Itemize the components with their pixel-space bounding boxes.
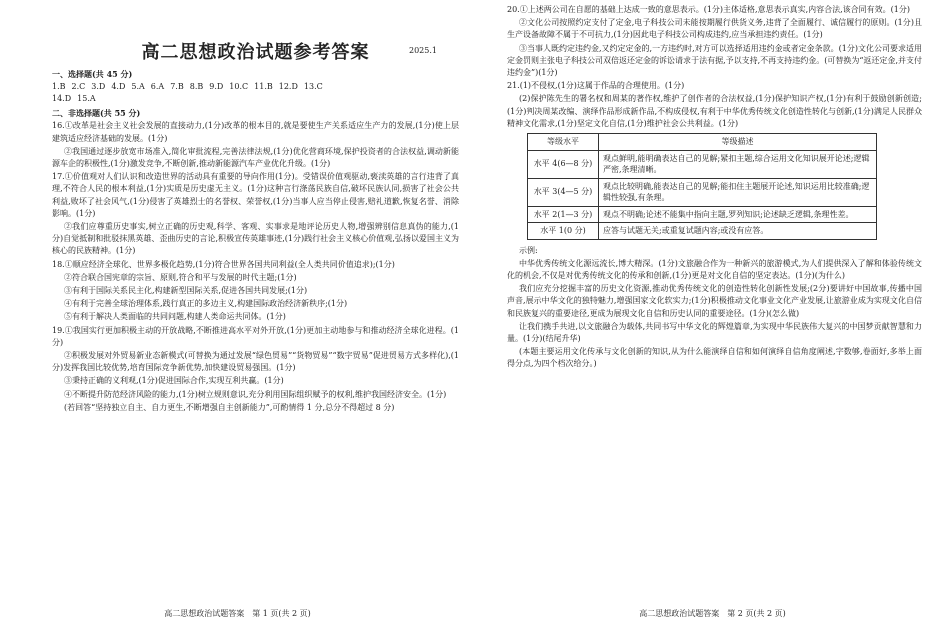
grade-level: 水平 2(1—3 分) xyxy=(528,206,599,223)
answer-paragraph: ②文化公司按照约定支付了定金,电子科技公司未能按期履行供货义务,违背了全面履行、诚信履行的原则。(1分)且生产设备故障不属于不可抗力,(1分)因此电子科技公司构成违约,应当承担违约责任。(1分) xyxy=(507,18,922,40)
section-heading-choice: 一、选择题(共 45 分) xyxy=(52,69,133,79)
grade-level: 水平 4(6—8 分) xyxy=(528,150,599,178)
grade-description: 观点鲜明,能明确表达自己的见解;紧扣主题,综合运用文化知识展开论述;逻辑严密,条理清晰。 xyxy=(599,150,877,178)
choice-answer: 4.D xyxy=(111,82,126,91)
table-row xyxy=(528,223,877,240)
answer-paragraph: 21.(1)不侵权,(1分)这属于作品的合理使用。(1分) xyxy=(507,81,685,91)
table-row xyxy=(528,206,877,223)
table-header-desc: 等级描述 xyxy=(599,134,877,151)
table-header-level: 等级水平 xyxy=(528,134,599,151)
answer-paragraph: ②我们应尊重历史事实,树立正确的历史观,科学、客观、实事求是地评论历史人物,增强辨别信息真伪的能力,(1分)自觉抵制和批驳抹黑英雄、歪曲历史的言论,积极宣传英雄事迹,(1分)践行社会主义核心价值观,弘扬以爱国主义为核心的民族精神。(1分) xyxy=(52,222,459,256)
answer-paragraph: 16.①改革是社会主义社会发展的直接动力,(1分)改革的根本目的,就是要使生产关系适应生产力的发展,(1分)使上层建筑适应经济基础的发展。(1分) xyxy=(52,121,459,143)
choice-answer: 6.A xyxy=(150,82,165,91)
grade-description: 观点比较明确,能表达自己的见解;能扣住主题展开论述,知识运用比较准确;逻辑性较强,有条理。 xyxy=(599,178,877,206)
grade-level: 水平 1(0 分) xyxy=(528,223,599,240)
answer-paragraph: 19.①我国实行更加积极主动的开放战略,不断推进高水平对外开放,(1分)更加主动地参与和推动经济全球化进程。(1分) xyxy=(52,325,459,347)
grade-description: 观点不明确;论述不能集中指向主题,罗列知识;论述缺乏逻辑,条理性差。 xyxy=(599,206,877,223)
choice-answer: 13.C xyxy=(303,82,323,91)
choice-answer: 7.B xyxy=(170,82,184,91)
answer-paragraph: 17.①价值观对人们认识和改造世界的活动具有重要的导向作用(1分)。受错误价值观驱动,亵渎英雄的言行违背了真理,不符合人民的根本利益,(1分)实质是历史虚无主义。(1分)这种言行涤荡民族自信,破坏民族认同,损害了社会公共利益,败坏了社会风气,(1分)侵害了英雄烈士的名誉权、荣誉权,(1分)当事人应当停止侵害,赔礼道歉,恢复名誉、消除影响。(1分) xyxy=(52,172,459,218)
table-row xyxy=(528,150,877,178)
choice-answer: 8.B xyxy=(189,82,204,91)
choice-answer: 12.D xyxy=(278,82,298,91)
answer-paragraph: ③秉持正确的义利观,(1分)促进国际合作,实现互利共赢。(1分) xyxy=(64,376,284,386)
answer-paragraph: (若回答“坚持独立自主、自力更生,不断增强自主创新能力”,可酌情得 1 分,总分不得超过 8 分) xyxy=(64,402,395,412)
answer-paragraph: (2)保护陈先生的署名权和周某的著作权,维护了创作者的合法权益,(1分)保护知识产权,(1分)有利于鼓励创新创造;(1分)判决周某改编、演绎作品形成新作品,不构成侵权,有利于中华优秀传统文化创造性转化与创新,(1分)满足人民群众精神文化需求,(1分)坚定文化自信,(1分)维护社会公共利益。(1分) xyxy=(507,94,922,128)
section-heading-open: 二、非选择题(共 55 分) xyxy=(52,108,141,119)
choice-answer: 15.A xyxy=(77,94,96,104)
choice-answer: 9.D xyxy=(209,82,224,91)
page-footer-2: 高二思想政治试题答案 第 2 页(共 2 页) xyxy=(639,609,786,618)
answer-paragraph: (本题主要运用文化传承与文化创新的知识,从为什么能演绎自信和如何演绎自信角度阐述,字数够,卷面好,多举上面得分点,为四个档次给分。) xyxy=(507,347,922,369)
choice-answer: 1.B xyxy=(52,82,66,91)
example-essay xyxy=(507,245,922,371)
answer-paragraph: ④有利于完善全球治理体系,践行真正的多边主义,构建国际政治经济新秩序;(1分) xyxy=(64,299,348,309)
choice-answer: 5.A xyxy=(131,82,145,91)
answer-paragraph: ⑤有利于解决人类面临的共同问题,构建人类命运共同体。(1分) xyxy=(64,312,286,322)
table-header-row xyxy=(528,134,877,151)
exam-date: 2025.1 xyxy=(409,46,437,55)
answer-paragraph: ④不断提升防范经济风险的能力,(1分)树立规则意识,充分利用国际组织赋予的权利,维护我国经济安全。(1分) xyxy=(64,389,447,399)
answer-paragraph: 示例: xyxy=(519,245,538,255)
page-footer-1: 高二思想政治试题答案 第 1 页(共 2 页) xyxy=(164,609,311,618)
answer-paragraph: ②符合联合国宪章的宗旨、原则,符合和平与发展的时代主题;(1分) xyxy=(64,272,297,282)
answer-paragraph: ②积极发展对外贸易新业态新模式(可替换为通过发展“绿色贸易”“货物贸易”“数字贸易”促进贸易方式多样化),(1分)发挥我国比较优势,培育国际竞争新优势,加快建设贸易强国。(1分) xyxy=(52,351,459,373)
choice-answer-list xyxy=(52,81,459,105)
answer-page-2 xyxy=(475,0,950,631)
choice-answer: 11.B xyxy=(254,82,273,91)
table-row xyxy=(528,178,877,206)
grade-description: 应答与试题无关;或重复试题内容;或没有应答。 xyxy=(599,223,877,240)
grading-rubric-table xyxy=(527,133,877,240)
choice-answer: 3.D xyxy=(91,82,106,91)
answer-paragraph: 18.①顺应经济全球化、世界多极化趋势,(1分)符合世界各国共同利益(全人类共同价值追求);(1分) xyxy=(52,259,395,269)
page-header xyxy=(52,34,459,66)
answer-paragraph: ③当事人既约定违约金,又约定定金的,一方违约时,对方可以选择适用违约金或者定金条款。(1分)文化公司要求适用定金罚则主张电子科技公司双倍返还定金的诉讼请求于法有据,予以支持,不再支持违约金。(可替换为“返还定金,并支付违约金”)(1分) xyxy=(507,43,922,78)
answer-paragraph: 我们应充分挖掘丰富的历史文化资源,推动优秀传统文化的创造性转化创新性发展;(2分)要讲好中国故事,传播中国声音,展示中华文化的独特魅力,增强国家文化软实力;(1分)积极推动文化事业文化产业发展,让旅游业成为实现文化自信和民族复兴的重要途径,更成为展现文化自信和历史认同的重要途径。(1分)(怎么做) xyxy=(507,284,922,318)
answer-paragraph: 20.①上述两公司在自愿的基础上达成一致的意思表示。(1分)主体适格,意思表示真实,内容合法,该合同有效。(1分) xyxy=(507,5,911,14)
choice-answer: 14.D xyxy=(52,94,72,104)
page-title: 高二思想政治试题参考答案 xyxy=(141,42,370,63)
left-answer-body xyxy=(52,120,459,414)
answer-paragraph: ③有利于国际关系民主化,构建新型国际关系,促进各国共同发展;(1分) xyxy=(64,286,308,296)
answer-paragraph: ②我国通过逐步放宽市场准入,简化审批流程,完善法律法规,(1分)优化营商环境,保护投资者的合法权益,调动新能源车企的积极性,(1分)激发竞争,不断创新,推动新能源汽车产业优化升级。(1分) xyxy=(52,146,459,169)
choice-answer: 2.C xyxy=(71,82,86,91)
answer-paragraph: 中华优秀传统文化源远流长,博大精深。(1分)文旅融合作为一种新兴的旅游模式,为人们提供深入了解和体验传统文化的机会,不仅是对优秀传统文化的传承和创新,(1分)更是对文化自信的坚定表达。(1分)(为什么) xyxy=(507,258,922,280)
grade-level: 水平 3(4—5 分) xyxy=(528,178,599,206)
choice-answer: 10.C xyxy=(229,82,249,91)
right-answer-body xyxy=(507,4,922,130)
answer-paragraph: 让我们携手共进,以文旅融合为载体,共同书写中华文化的辉煌篇章,为实现中华民族伟大复兴的中国梦贡献智慧和力量。(1分)(结尾升华) xyxy=(507,321,922,343)
